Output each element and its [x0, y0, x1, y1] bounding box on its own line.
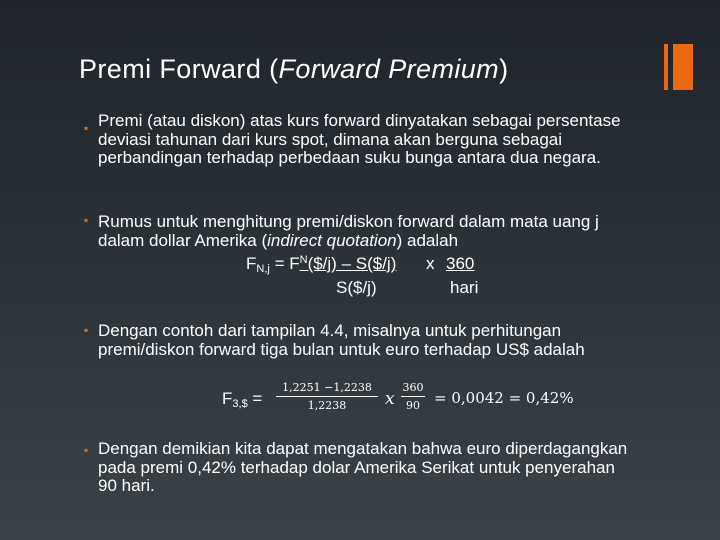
bullet-marker-icon: ▪ [84, 213, 89, 227]
accent-bar-thin [664, 44, 668, 90]
bullet-text-4: Dengan demikian kita dapat mengatakan bahwa euro diperdagangkan pada premi 0,42% terhadap dolar Amerika Serikat untuk penyerahan 90 hari. [98, 439, 628, 495]
bullet-marker-icon: ▪ [84, 443, 89, 457]
bullet-marker-icon: ▪ [84, 121, 89, 135]
bullet-text-2: Rumus untuk menghitung premi/diskon forward dalam mata uang j dalam dollar Amerika (indirect quotation) adalah [98, 212, 599, 250]
bullet-text-3: Dengan contoh dari tampilan 4.4, misalnya untuk perhitungan premi/diskon forward tiga bulan untuk euro terhadap US$ adalah [98, 321, 585, 359]
bullet-marker-icon: ▪ [84, 323, 89, 337]
accent-bar-thick [673, 44, 693, 90]
bullet-text-1: Premi (atau diskon) atas kurs forward dinyatakan sebagai persentase deviasi tahunan dari kurs spot, dimana akan berguna sebagai perbandingan terhadap perbedaan suku bunga antara dua negara. [98, 111, 621, 167]
page-title: Premi Forward (Forward Premium) [79, 54, 509, 84]
